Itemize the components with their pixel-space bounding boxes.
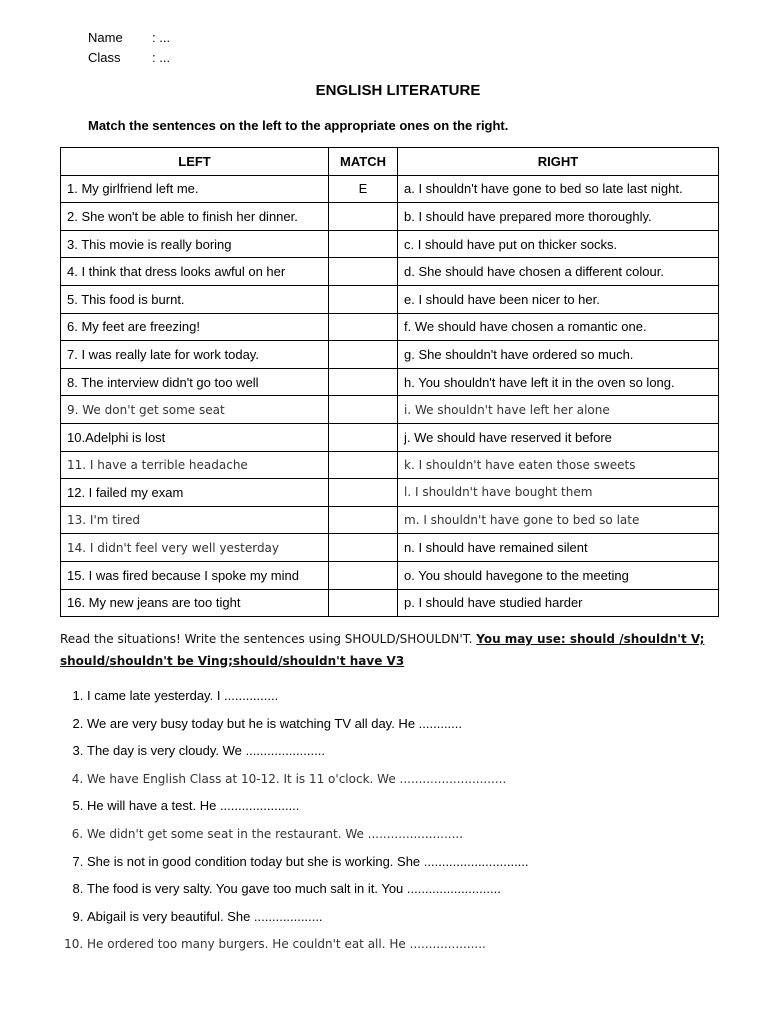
- right-cell: b. I should have prepared more thoroughly.: [398, 203, 719, 231]
- class-row: [88, 48, 170, 68]
- table-row: [61, 534, 719, 562]
- name-row: [88, 28, 170, 48]
- right-cell: g. She shouldn't have ordered so much.: [398, 341, 719, 369]
- exercise-item: 1. I came late yesterday. I ...............: [87, 684, 529, 712]
- match-cell[interactable]: [329, 589, 398, 617]
- right-cell: a. I shouldn't have gone to bed so late last night.: [398, 175, 719, 203]
- table-row: [61, 368, 719, 396]
- table-row: [61, 451, 719, 479]
- exercise-item: 10. He ordered too many burgers. He couldn't eat all. He ....................: [87, 932, 529, 960]
- left-cell: 2. She won't be able to finish her dinner.: [61, 203, 329, 231]
- right-cell: o. You should havegone to the meeting: [398, 561, 719, 589]
- match-cell[interactable]: [329, 451, 398, 479]
- match-cell[interactable]: E: [329, 175, 398, 203]
- exercise-item: 3. The day is very cloudy. We ......................: [87, 739, 529, 767]
- situations-instruction: [60, 628, 720, 672]
- right-cell: n. I should have remained silent: [398, 534, 719, 562]
- page-title: ENGLISH LITERATURE: [315, 82, 481, 99]
- right-cell: j. We should have reserved it before: [398, 423, 719, 451]
- exercise-item: 6. We didn't get some seat in the restaurant. We .........................: [87, 822, 529, 850]
- exercise-item: 9. Abigail is very beautiful. She ...................: [87, 905, 529, 933]
- table-row: [61, 230, 719, 258]
- left-cell: 13. I'm tired: [61, 506, 329, 534]
- right-cell: l. I shouldn't have bought them: [398, 479, 719, 507]
- left-cell: 16. My new jeans are too tight: [61, 589, 329, 617]
- table-row: [61, 341, 719, 369]
- exercise-item: 5. He will have a test. He ......................: [87, 794, 529, 822]
- left-cell: 5. This food is burnt.: [61, 285, 329, 313]
- table-row: [61, 258, 719, 286]
- left-cell: 4. I think that dress looks awful on her: [61, 258, 329, 286]
- right-cell: c. I should have put on thicker socks.: [398, 230, 719, 258]
- table-row: [61, 396, 719, 424]
- exercise-item: 4. We have English Class at 10-12. It is 11 o'clock. We ............................: [87, 767, 529, 795]
- left-cell: 3. This movie is really boring: [61, 230, 329, 258]
- header-right: RIGHT: [398, 148, 719, 176]
- situations-patterns: You may use: should /shouldn't V; should/shouldn't be Ving;should/shouldn't have V3: [60, 632, 705, 668]
- right-cell: p. I should have studied harder: [398, 589, 719, 617]
- left-cell: 8. The interview didn't go too well: [61, 368, 329, 396]
- right-cell: f. We should have chosen a romantic one.: [398, 313, 719, 341]
- table-row: [61, 285, 719, 313]
- match-cell[interactable]: [329, 341, 398, 369]
- name-value: : ...: [152, 30, 171, 45]
- left-cell: 9. We don't get some seat: [61, 396, 329, 424]
- table-row: [61, 506, 719, 534]
- matching-table-body: [61, 175, 719, 617]
- table-row: [61, 175, 719, 203]
- table-row: [61, 313, 719, 341]
- match-cell[interactable]: [329, 506, 398, 534]
- table-row: [61, 589, 719, 617]
- left-cell: 1. My girlfriend left me.: [61, 175, 329, 203]
- exercise-item: 7. She is not in good condition today but she is working. She .............................: [87, 850, 529, 878]
- table-row: [61, 561, 719, 589]
- matching-instruction: Match the sentences on the left to the appropriate ones on the right.: [88, 118, 509, 133]
- left-cell: 10.Adelphi is lost: [61, 423, 329, 451]
- header-left: LEFT: [61, 148, 329, 176]
- match-cell[interactable]: [329, 534, 398, 562]
- match-cell[interactable]: [329, 313, 398, 341]
- class-value: : ...: [152, 50, 171, 65]
- table-row: [61, 423, 719, 451]
- header-match: MATCH: [329, 148, 398, 176]
- left-cell: 12. I failed my exam: [61, 479, 329, 507]
- exercise-list: [60, 684, 529, 960]
- table-row: [61, 203, 719, 231]
- situations-intro: Read the situations! Write the sentences using SHOULD/SHOULDN'T.: [60, 632, 477, 646]
- left-cell: 11. I have a terrible headache: [61, 451, 329, 479]
- class-label: Class: [88, 50, 121, 65]
- match-cell[interactable]: [329, 285, 398, 313]
- name-label: Name: [88, 30, 123, 45]
- table-row: [61, 479, 719, 507]
- exercise-item: 8. The food is very salty. You gave too much salt in it. You ..........................: [87, 877, 529, 905]
- table-header-row: [61, 148, 719, 176]
- match-cell[interactable]: [329, 203, 398, 231]
- match-cell[interactable]: [329, 561, 398, 589]
- exercise-item: 2. We are very busy today but he is watching TV all day. He ............: [87, 712, 529, 740]
- right-cell: i. We shouldn't have left her alone: [398, 396, 719, 424]
- match-cell[interactable]: [329, 479, 398, 507]
- right-cell: d. She should have chosen a different colour.: [398, 258, 719, 286]
- left-cell: 7. I was really late for work today.: [61, 341, 329, 369]
- left-cell: 6. My feet are freezing!: [61, 313, 329, 341]
- match-cell[interactable]: [329, 423, 398, 451]
- right-cell: h. You shouldn't have left it in the oven so long.: [398, 368, 719, 396]
- matching-table: [60, 147, 719, 617]
- match-cell[interactable]: [329, 396, 398, 424]
- right-cell: e. I should have been nicer to her.: [398, 285, 719, 313]
- right-cell: m. I shouldn't have gone to bed so late: [398, 506, 719, 534]
- right-cell: k. I shouldn't have eaten those sweets: [398, 451, 719, 479]
- match-cell[interactable]: [329, 258, 398, 286]
- match-cell[interactable]: [329, 230, 398, 258]
- match-cell[interactable]: [329, 368, 398, 396]
- student-info: [88, 28, 170, 68]
- left-cell: 14. I didn't feel very well yesterday: [61, 534, 329, 562]
- left-cell: 15. I was fired because I spoke my mind: [61, 561, 329, 589]
